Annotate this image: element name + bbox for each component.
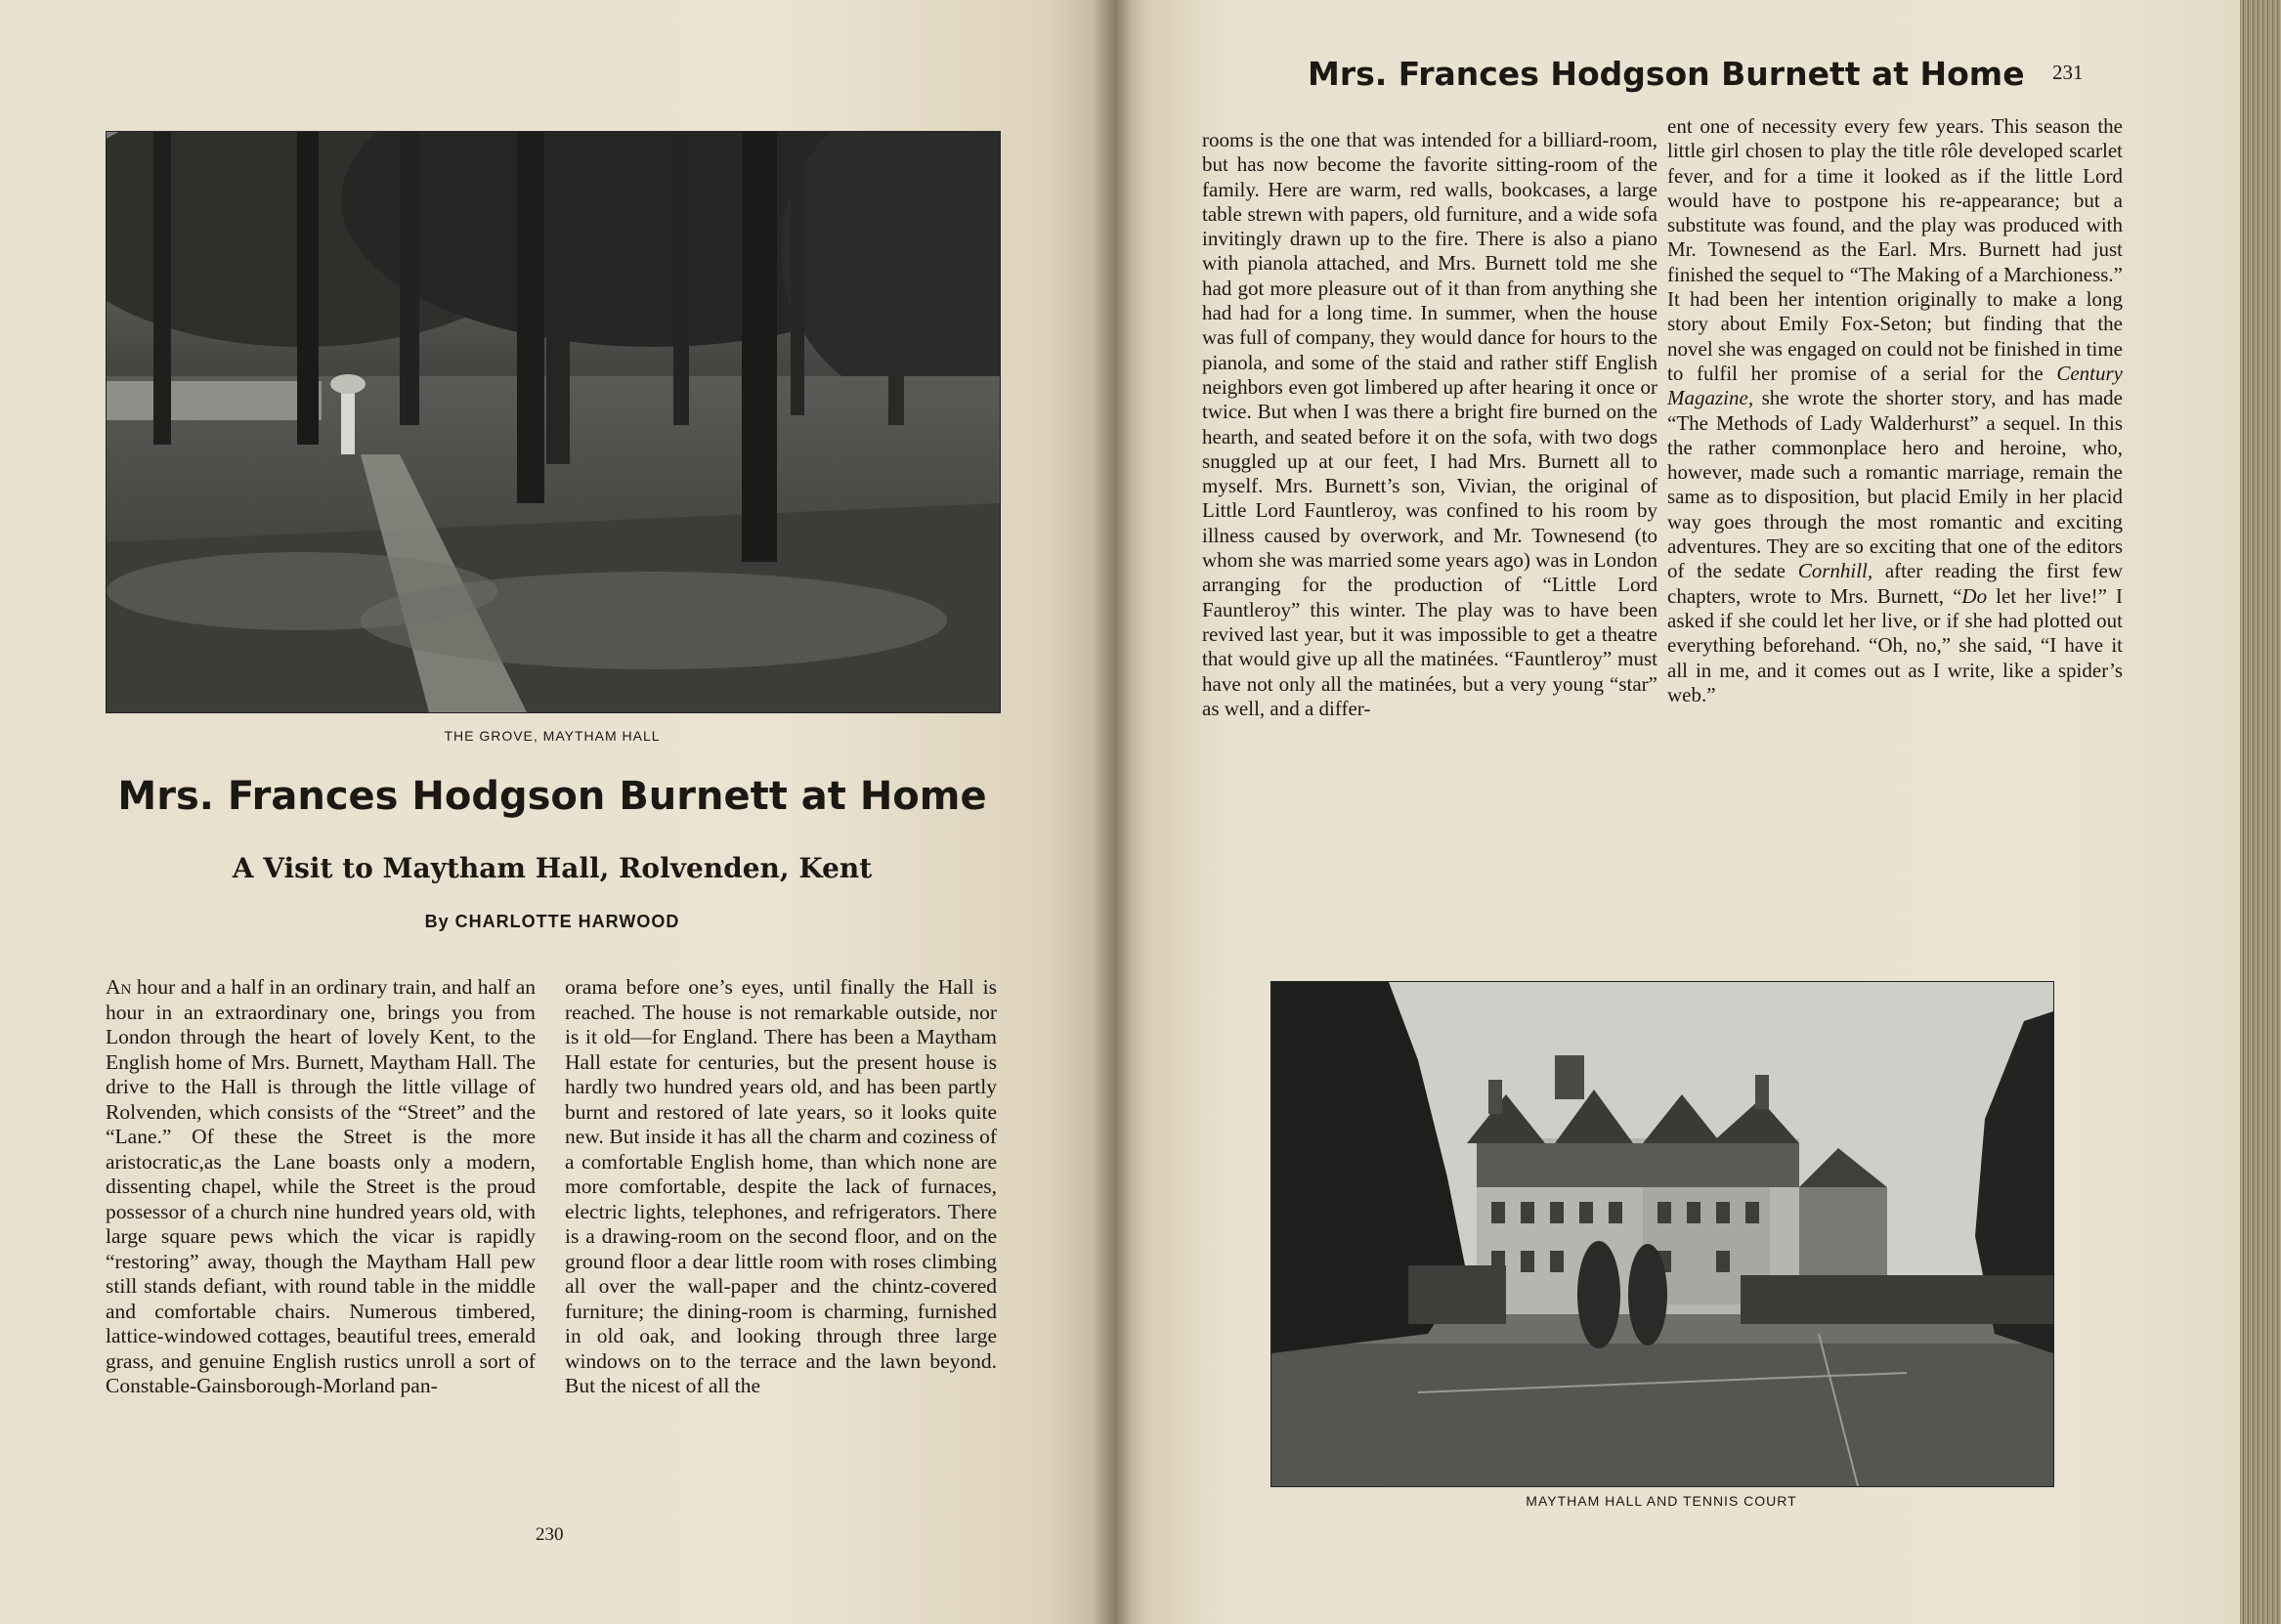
maytham-hall-photo-illustration [1271,982,2053,1486]
right-column-2-text-d: let her live!” I asked if she could let her live, or if she had plotted out everything beforehand. “Oh, no,” she said, “I have it all in me, and it comes out as I write, like a spider’s web.” [1667,583,2123,706]
book-gutter [1093,0,1132,1624]
right-page [1114,0,2240,1624]
left-column-1 [106,975,536,1399]
right-column-1-text: rooms is the one that was intended for a billiard-room, but has now become the favorite sitting-room of the family. Here are warm, red walls, bookcases, a large table strewn with papers, old furniture, and a wide sofa invitingly drawn up to the fire. There is also a piano with pianola attached, and Mrs. Burnett told me she had got more pleasure out of it than from anything she had had for a long time. In summer, when the house was full of company, they would dance for hours to the pianola, and some of the staid and rather stiff English neighbors even got limbered up after hearing it once or twice. But when I was there a bright fire burned on the hearth, and seated before it on the sofa, with two dogs snuggled up at our feet, I had Mrs. Burnett all to myself. Mrs. Burnett’s son, Vivian, the original of Little Lord Fauntleroy, was confined to his room by illness caused by overwork, and Mr. Townesend (to whom she was married some years ago) was in London arranging for the production of “Little Lord Fauntleroy” this winter. The play was to have been revived last year, but it was impossible to get a theatre that would give up all the matinées. “Fauntleroy” must have not only all the matinées, but a very young “star” as well, and a differ- [1202,128,1657,720]
left-column-1-text: hour and a half in an ordinary train, and half an hour in an extraordinary one, brings you from London through the heart of lovely Kent, to the English home of Mrs. Burnett, Maytham Hall. The drive to the Hall is through the little village of Rolvenden, which consists of the “Street” and the “Lane.” Of these the Street is the more aristocratic,as the Lane boasts only a modern, dissenting chapel, while the Street is the proud possessor of a church nine hundred years old, with large square pews which the vicar is rapidly “restoring” away, though the Maytham Hall pew still stands defiant, with round table in the middle and comfortable chairs. Numerous timbered, lattice-windowed cottages, beautiful trees, emerald grass, and genuine English rustics unroll a sort of Constable-Gainsborough-Morland pan- [106,975,536,1397]
article-subtitle: A Visit to Maytham Hall, Rolvenden, Kent [232,852,873,884]
right-column-1 [1202,128,1657,721]
maytham-hall-photo [1270,981,2054,1487]
right-column-2-text-a: ent one of necessity every few years. This season the little girl chosen to play the title rôle developed scarlet fever, and for a time it looked as if the little Lord would have to postpone his re-appearance; but a substitute was found, and the play was produced with Mr. Townesend as the Earl. Mrs. Burnett had just finished the sequel to “The Making of a Marchioness.” It had been her intention originally to make a long story about Emily Fox-Seton; but finding that the novel she was engaged on could not be finished in time to fulfil her promise of a serial for the [1667,114,2123,385]
running-head: Mrs. Frances Hodgson Burnett at Home [1308,55,2025,93]
grove-photo-illustration [107,132,1000,712]
maytham-hall-photo-caption: MAYTHAM HALL AND TENNIS COURT [1526,1493,1797,1509]
italic-cornhill: Cornhill, [1797,559,1873,583]
article-title: Mrs. Frances Hodgson Burnett at Home [117,774,987,819]
right-column-2-text-c: after reading the first few chapters, wrote to Mrs. Burnett, “ [1667,559,2123,608]
grove-photo [106,131,1001,713]
right-column-2-paragraph [1667,114,2123,707]
left-page [0,0,1114,1624]
left-page-number: 230 [536,1524,564,1545]
grove-photo-caption: THE GROVE, MAYTHAM HALL [444,728,661,744]
left-column-2-text: orama before one’s eyes, until finally the Hall is reached. The house is not remarkable outside, nor is it old—for England. There has been a Maytham Hall estate for centuries, but the present house is hardly two hundred years old, and has been partly burnt and restored of late years, so it looks quite new. But inside it has all the charm and coziness of a comfortable English home, than which none are more comfortable, despite the lack of furnaces, electric lights, telephones, and refrigerators. There is a drawing-room on the second floor, and on the ground floor a dear little room with roses climbing all over the wall-paper and the chintz-covered furniture; the dining-room is charming, furnished in old oak, and looking through three large windows on to the terrace and the lawn beyond. But the nicest of all the [565,975,997,1397]
italic-century-magazine: Century Magazine, [1667,361,2123,410]
right-page-number: 231 [2052,61,2084,84]
right-column-2-text-b: she wrote the shorter story, and has made “The Methods of Lady Walderhurst” a sequel. In this the rather commonplace hero and heroine, who, however, made such a romantic marriage, remain the same as to disposition, but placid Emily in her placid way goes through the most romantic and exciting adventures. They are so exciting that one of the editors of the sedate [1667,386,2123,583]
page-edges [2240,0,2281,1624]
italic-do: Do [1961,583,1988,608]
article-byline: By CHARLOTTE HARWOOD [424,912,680,931]
right-column-2 [1667,114,2123,707]
left-column-2 [565,975,997,1399]
left-column-1-paragraph [106,975,536,1399]
dropcap: An [106,975,132,999]
